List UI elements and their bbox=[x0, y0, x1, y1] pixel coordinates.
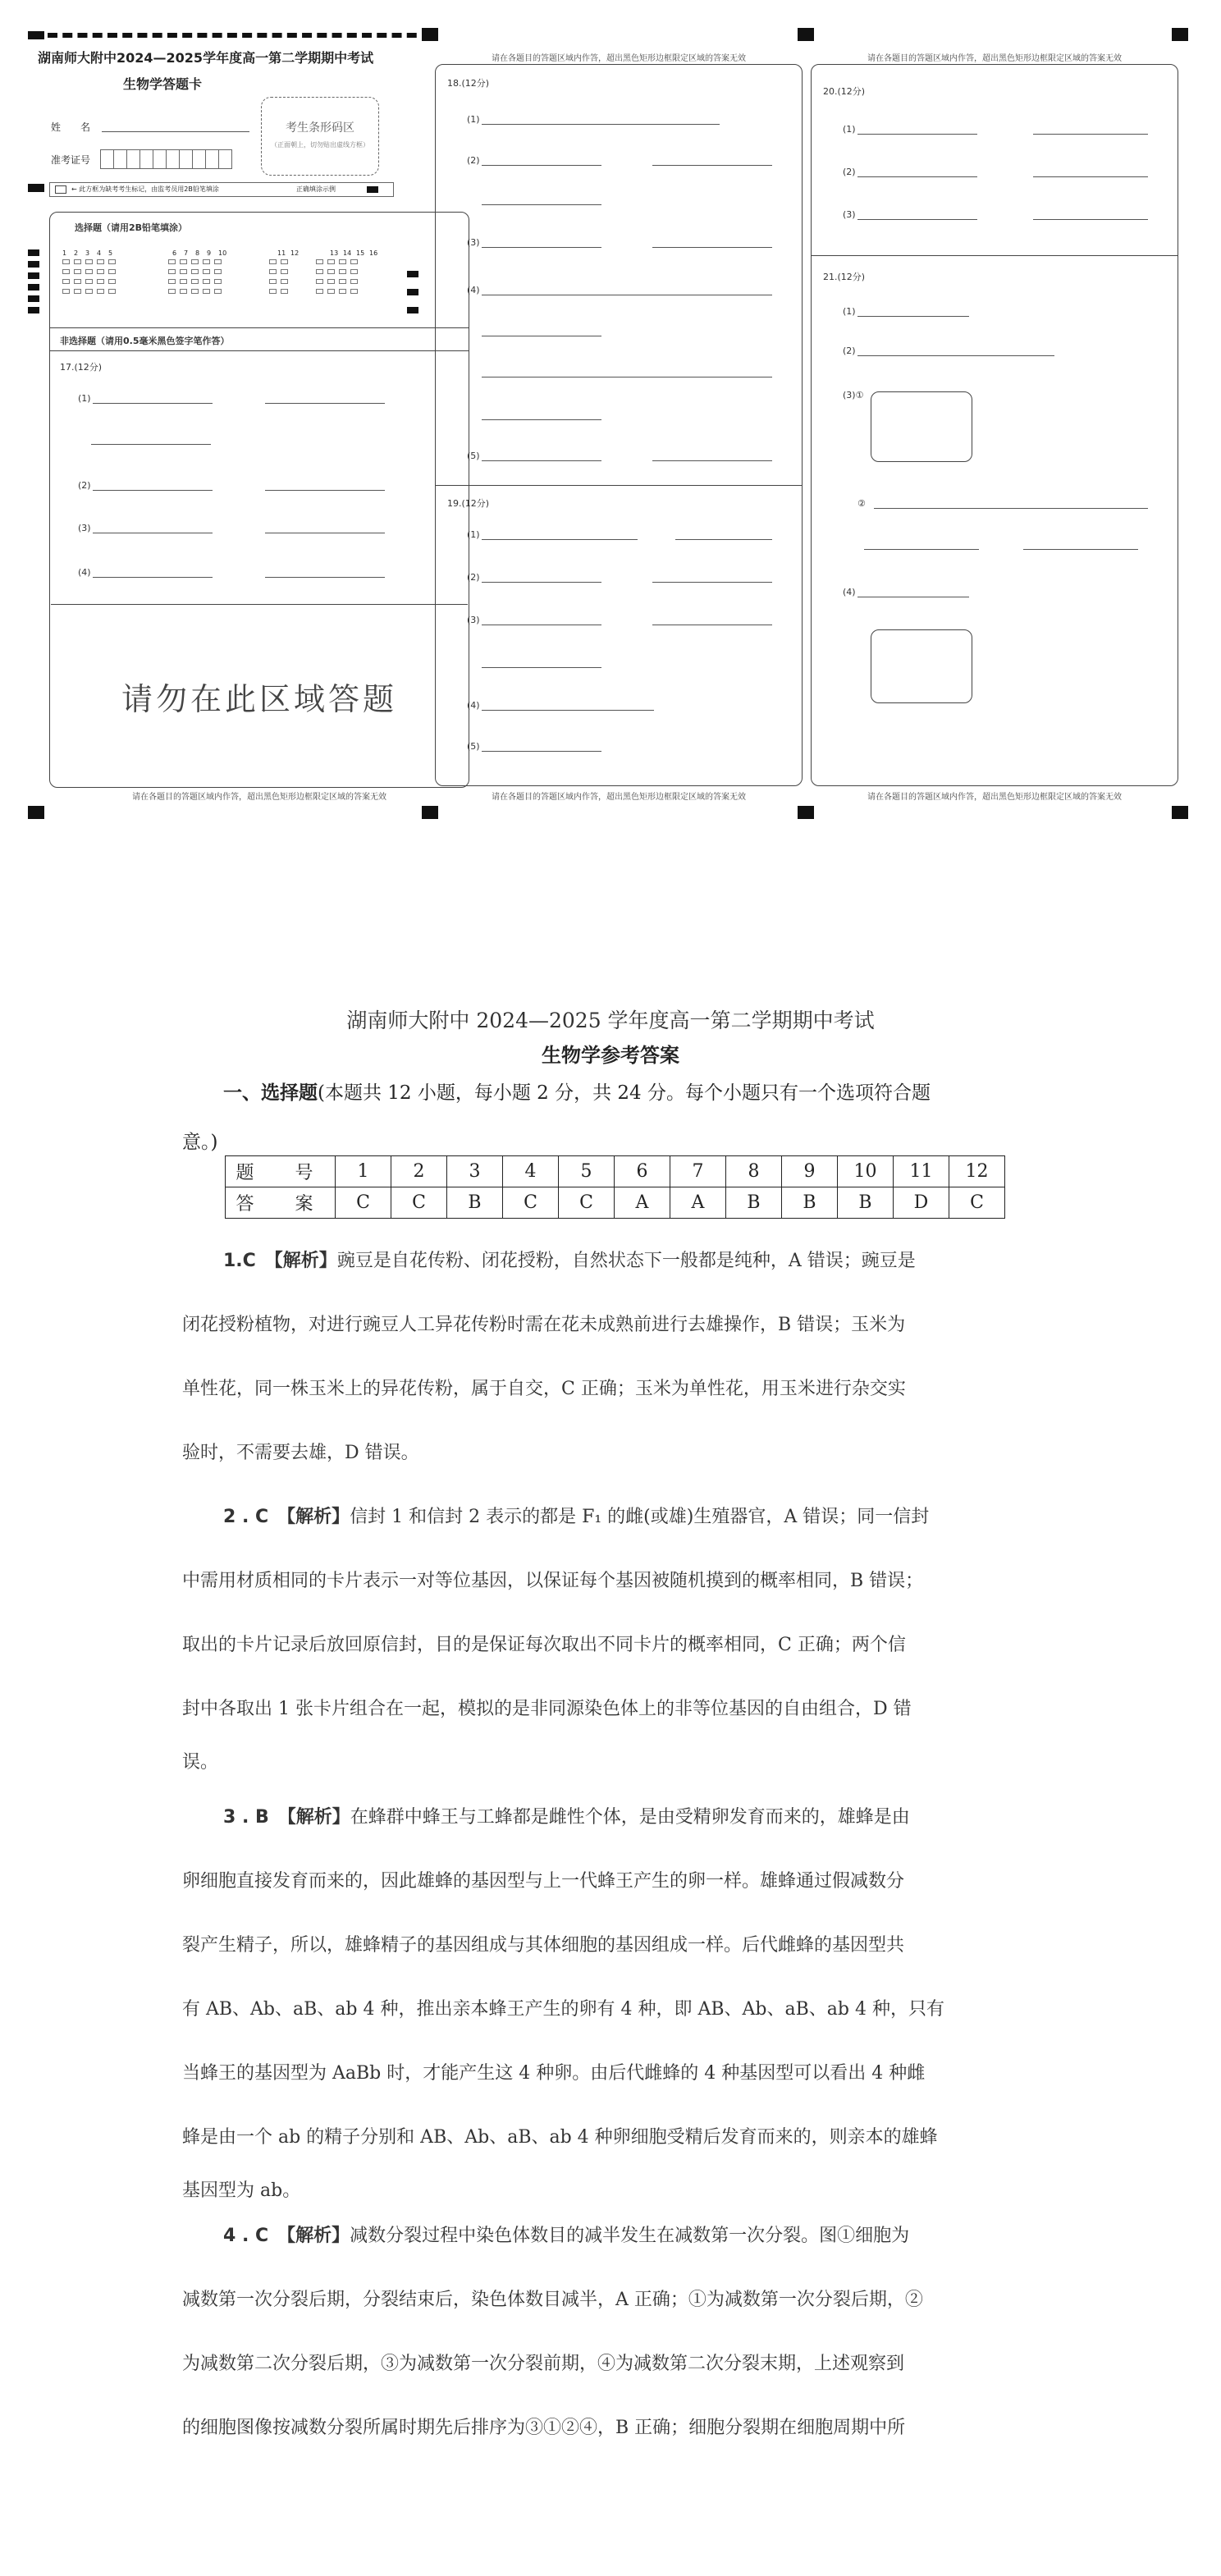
table-cell: B bbox=[726, 1187, 782, 1219]
table-cell: 3 bbox=[447, 1156, 503, 1187]
q18-sub2: (2) bbox=[467, 155, 480, 166]
registration-mark bbox=[28, 806, 44, 819]
timing-mark bbox=[28, 249, 39, 256]
name-field[interactable] bbox=[102, 131, 249, 132]
table-cell: B bbox=[782, 1187, 838, 1219]
explanation-line: 单性花，同一株玉米上的异花传粉，属于自交，C 正确；玉米为单性花，用玉米进行杂交实 bbox=[182, 1379, 906, 1399]
explanation-line bbox=[182, 1786, 1042, 1850]
boundary-note: 请在各题目的答题区域内作答，超出黑色矩形边框限定区域的答案无效 bbox=[492, 54, 746, 63]
absent-note: ← 此方框为缺考考生标记，由监考员用2B铅笔填涂 bbox=[71, 185, 219, 193]
explanation-text: 减数分裂过程中染色体数目的减半发生在减数第一次分裂。图①细胞为 bbox=[350, 2226, 910, 2246]
answer-line[interactable] bbox=[652, 247, 772, 248]
key-subtitle: 生物学参考答案 bbox=[542, 1043, 679, 1067]
table-cell: A bbox=[670, 1187, 726, 1219]
answer-line[interactable] bbox=[1033, 176, 1148, 177]
boundary-note: 请在各题目的答题区域内作答，超出黑色矩形边框限定区域的答案无效 bbox=[492, 793, 746, 802]
timing-mark bbox=[28, 307, 39, 313]
mc-number: 6 bbox=[172, 249, 177, 257]
table-cell: C bbox=[503, 1187, 559, 1219]
q19-sub4: (4) bbox=[467, 700, 480, 711]
q17-sub1: (1) bbox=[78, 393, 91, 404]
answer-line[interactable] bbox=[1023, 549, 1138, 550]
answer-line[interactable] bbox=[1033, 134, 1148, 135]
registration-mark bbox=[28, 31, 44, 39]
answer-line[interactable] bbox=[864, 549, 979, 550]
section-divider bbox=[812, 255, 1178, 256]
q17-sub3: (3) bbox=[78, 523, 91, 533]
mc-number: 10 bbox=[218, 249, 227, 257]
answer-line[interactable] bbox=[482, 204, 601, 205]
explanation-1 bbox=[182, 1229, 1042, 1485]
section1-desc-cont: 意。) bbox=[182, 1132, 218, 1153]
q19-sub1: (1) bbox=[467, 529, 480, 540]
explanation-line: 取出的卡片记录后放回原信封，目的是保证每次取出不同卡片的概率相同，C 正确；两个信 bbox=[182, 1635, 906, 1655]
table-cell: 2 bbox=[391, 1156, 447, 1187]
explanation-line: 为减数第二次分裂后期，③为减数第一次分裂前期，④为减数第二次分裂末期，上述观察到 bbox=[182, 2354, 905, 2374]
mc-bubble-row[interactable] bbox=[62, 269, 362, 274]
timing-mark bbox=[28, 272, 39, 279]
section-divider bbox=[436, 485, 802, 486]
registration-mark bbox=[48, 33, 432, 38]
table-cell: 11 bbox=[894, 1156, 949, 1187]
explanation-2 bbox=[182, 1485, 1042, 1784]
table-cell: C bbox=[391, 1187, 447, 1219]
mc-number: 7 bbox=[184, 249, 189, 257]
explanation-lead: 4 . C 【解析】 bbox=[223, 2226, 350, 2246]
answer-line[interactable] bbox=[652, 165, 772, 166]
explanation-3 bbox=[182, 1786, 1042, 2212]
boundary-note: 请在各题目的答题区域内作答，超出黑色矩形边框限定区域的答案无效 bbox=[867, 793, 1122, 802]
explanation-line: 封中各取出 1 张卡片组合在一起，模拟的是非同源染色体上的非等位基因的自由组合，D 错 bbox=[182, 1699, 912, 1719]
q21-sub1: (1) bbox=[843, 306, 856, 317]
q18-label: 18.(12分) bbox=[447, 78, 490, 89]
q18-sub4: (4) bbox=[467, 285, 480, 295]
mc-bubble-row[interactable] bbox=[62, 279, 362, 284]
table-cell: 9 bbox=[782, 1156, 838, 1187]
key-title: 湖南师大附中 2024—2025 学年度高一第二学期期中考试 bbox=[346, 1009, 875, 1032]
mc-number: 11 bbox=[277, 249, 286, 257]
answer-sheet bbox=[0, 0, 1221, 829]
table-row bbox=[226, 1156, 1005, 1187]
explanation-line: 有 AB、Ab、aB、ab 4 种，推出亲本蜂王产生的卵有 4 种，即 AB、Ab、aB、ab 4 种，只有 bbox=[182, 1999, 944, 2020]
table-cell: 4 bbox=[503, 1156, 559, 1187]
registration-mark bbox=[1172, 28, 1188, 41]
answer-line[interactable] bbox=[652, 582, 772, 583]
table-cell: 10 bbox=[838, 1156, 894, 1187]
q21-sub3-1: (3)① bbox=[843, 390, 864, 400]
registration-mark bbox=[422, 28, 438, 41]
table-cell: 12 bbox=[949, 1156, 1005, 1187]
nonmc-section-title: 非选择题（请用0.5毫米黑色签字笔作答） bbox=[60, 336, 230, 346]
table-header: 答 案 bbox=[226, 1187, 336, 1219]
table-header: 题 号 bbox=[226, 1156, 336, 1187]
answer-line[interactable] bbox=[482, 165, 601, 166]
q21-sub2: (2) bbox=[843, 345, 856, 356]
explanation-4 bbox=[182, 2204, 1042, 2460]
mc-number: 8 bbox=[195, 249, 200, 257]
q19-label: 19.(12分) bbox=[447, 498, 490, 509]
fill-example-label: 正确填涂示例 bbox=[296, 185, 336, 193]
table-cell: C bbox=[559, 1187, 615, 1219]
q21-sub3-2: ② bbox=[857, 498, 866, 509]
q19-sub2: (2) bbox=[467, 572, 480, 583]
answer-line[interactable] bbox=[857, 134, 977, 135]
explanation-line bbox=[182, 1485, 1042, 1549]
table-cell: A bbox=[615, 1187, 670, 1219]
answer-line[interactable] bbox=[1033, 219, 1148, 220]
explanation-line: 闭花授粉植物，对进行豌豆人工异花传粉时需在花未成熟前进行去雄操作，B 错误；玉米为 bbox=[182, 1315, 906, 1335]
registration-mark bbox=[1172, 806, 1188, 819]
mc-number: 5 bbox=[108, 249, 113, 257]
answer-line[interactable] bbox=[652, 460, 772, 461]
sheet-subtitle: 生物学答题卡 bbox=[123, 76, 203, 92]
answer-line[interactable] bbox=[857, 219, 977, 220]
q18-sub1: (1) bbox=[467, 114, 480, 125]
mc-bubble-row[interactable] bbox=[62, 259, 362, 264]
explanation-line: 验时，不需要去雄，D 错误。 bbox=[182, 1443, 419, 1463]
answer-line[interactable] bbox=[482, 419, 601, 420]
id-number-boxes[interactable] bbox=[100, 149, 231, 169]
answer-line[interactable] bbox=[482, 247, 601, 248]
table-cell: C bbox=[949, 1187, 1005, 1219]
q17-sub4: (4) bbox=[78, 567, 91, 578]
explanation-line: 基因型为 ab。 bbox=[182, 2180, 301, 2201]
timing-mark bbox=[28, 295, 39, 302]
answer-line[interactable] bbox=[265, 403, 385, 404]
table-cell: 8 bbox=[726, 1156, 782, 1187]
explanation-text: 在蜂群中蜂王与工蜂都是雌性个体，是由受精卵发育而来的，雄蜂是由 bbox=[350, 1807, 910, 1828]
q17-label: 17.(12分) bbox=[60, 362, 103, 373]
mc-number: 16 bbox=[369, 249, 378, 257]
answer-line[interactable] bbox=[482, 539, 638, 540]
table-cell: B bbox=[838, 1187, 894, 1219]
explanation-line: 的细胞图像按减数分裂所属时期先后排序为③①②④，B 正确；细胞分裂期在细胞周期中所 bbox=[182, 2418, 906, 2438]
section1-header bbox=[182, 1068, 1044, 1118]
sheet-title: 湖南师大附中2024—2025学年度高一第二学期期中考试 bbox=[38, 50, 374, 66]
explanation-line: 蜂是由一个 ab 的精子分别和 AB、Ab、aB、ab 4 种卵细胞受精后发育而来的，则亲本的雄蜂 bbox=[182, 2127, 938, 2148]
answer-line[interactable] bbox=[482, 460, 601, 461]
id-label: 准考证号 bbox=[51, 154, 91, 166]
section1-head: 一、选择题 bbox=[223, 1082, 318, 1104]
mc-section-title: 选择题（请用2B铅笔填涂） bbox=[75, 222, 188, 233]
table-cell: 1 bbox=[336, 1156, 391, 1187]
answer-line[interactable] bbox=[857, 316, 969, 317]
answer-line[interactable] bbox=[482, 582, 601, 583]
boundary-note: 请在各题目的答题区域内作答，超出黑色矩形边框限定区域的答案无效 bbox=[132, 793, 386, 802]
table-cell: 6 bbox=[615, 1156, 670, 1187]
boundary-note: 请在各题目的答题区域内作答，超出黑色矩形边框限定区域的答案无效 bbox=[867, 54, 1122, 63]
barcode-note: （正面朝上，切勿贴出虚线方框） bbox=[271, 141, 369, 149]
mc-number: 3 bbox=[85, 249, 90, 257]
q20-label: 20.(12分) bbox=[823, 86, 866, 97]
answer-line[interactable] bbox=[482, 751, 601, 752]
mc-number: 13 bbox=[330, 249, 339, 257]
answer-line[interactable] bbox=[93, 490, 213, 491]
q17-sub2: (2) bbox=[78, 480, 91, 491]
explanation-line: 裂产生精子，所以，雄蜂精子的基因组成与其体细胞的基因组成一样。后代雌蜂的基因型共 bbox=[182, 1935, 905, 1956]
q20-sub3: (3) bbox=[843, 209, 856, 220]
explanation-text: 豌豆是自花传粉、闭花授粉，自然状态下一般都是纯种，A 错误；豌豆是 bbox=[336, 1251, 916, 1271]
table-cell: 5 bbox=[559, 1156, 615, 1187]
mc-bubble-row[interactable] bbox=[62, 289, 362, 294]
table-cell: D bbox=[894, 1187, 949, 1219]
table-cell: C bbox=[336, 1187, 391, 1219]
answer-line[interactable] bbox=[482, 667, 601, 668]
q21-label: 21.(12分) bbox=[823, 272, 866, 282]
answer-line[interactable] bbox=[857, 355, 1054, 356]
q20-sub1: (1) bbox=[843, 124, 856, 135]
mc-number: 2 bbox=[74, 249, 79, 257]
no-answer-zone: 请勿在此区域答题 bbox=[51, 604, 468, 788]
column-3 bbox=[811, 64, 1178, 786]
answer-line[interactable] bbox=[93, 403, 213, 404]
mc-number: 12 bbox=[290, 249, 300, 257]
explanation-line: 中需用材质相同的卡片表示一对等位基因，以保证每个基因被随机摸到的概率相同，B 错误； bbox=[182, 1571, 924, 1591]
answer-line[interactable] bbox=[675, 539, 772, 540]
absent-checkbox[interactable] bbox=[55, 185, 66, 194]
answer-line[interactable] bbox=[857, 176, 977, 177]
barcode-title: 考生条形码区 bbox=[286, 121, 354, 135]
mc-number: 15 bbox=[356, 249, 365, 257]
mc-number: 14 bbox=[343, 249, 352, 257]
registration-mark bbox=[28, 184, 44, 192]
explanation-line: 卵细胞直接发育而来的，因此雄蜂的基因型与上一代蜂王产生的卵一样。雄蜂通过假减数分 bbox=[182, 1871, 905, 1892]
explanation-text: 信封 1 和信封 2 表示的都是 F₁ 的雌(或雄)生殖器官，A 错误；同一信封 bbox=[350, 1507, 930, 1527]
fill-example-mark bbox=[367, 186, 378, 193]
barcode-area bbox=[261, 97, 379, 176]
absent-mark-box[interactable] bbox=[49, 182, 394, 197]
answer-line[interactable] bbox=[482, 124, 720, 125]
table-cell: B bbox=[447, 1187, 503, 1219]
q18-sub5: (5) bbox=[467, 451, 480, 461]
q19-sub5: (5) bbox=[467, 741, 480, 752]
timing-mark bbox=[28, 261, 39, 268]
explanation-lead: 3 . B 【解析】 bbox=[223, 1807, 350, 1828]
registration-mark bbox=[798, 28, 814, 41]
explanation-lead: 1.C 【解析】 bbox=[223, 1251, 337, 1271]
table-cell: 7 bbox=[670, 1156, 726, 1187]
explanation-line: 误。 bbox=[182, 1752, 219, 1773]
explanation-line bbox=[182, 1229, 1042, 1293]
explanation-line: 当蜂王的基因型为 AaBb 时，才能产生这 4 种卵。由后代雌蜂的 4 种基因型可以看出 4 种雌 bbox=[182, 2063, 926, 2084]
answer-line[interactable] bbox=[874, 508, 1148, 509]
explanation-line: 减数第一次分裂后期，分裂结束后，染色体数目减半，A 正确；①为减数第一次分裂后期，② bbox=[182, 2290, 923, 2310]
answer-line[interactable] bbox=[91, 444, 211, 445]
answer-line[interactable] bbox=[265, 577, 385, 578]
drawing-box[interactable] bbox=[871, 391, 972, 462]
mc-number: 9 bbox=[207, 249, 212, 257]
column-2 bbox=[435, 64, 803, 786]
q21-sub4: (4) bbox=[843, 587, 856, 597]
section-divider bbox=[50, 350, 469, 351]
q20-sub2: (2) bbox=[843, 167, 856, 177]
name-label: 姓 名 bbox=[51, 121, 91, 133]
registration-mark bbox=[798, 806, 814, 819]
section1-desc: (本题共 12 小题，每小题 2 分，共 24 分。每个小题只有一个选项符合题 bbox=[318, 1082, 931, 1104]
explanation-lead: 2 . C 【解析】 bbox=[223, 1507, 350, 1527]
q19-sub3: (3) bbox=[467, 615, 480, 625]
mc-number: 1 bbox=[62, 249, 67, 257]
q18-sub3: (3) bbox=[467, 237, 480, 248]
answer-line[interactable] bbox=[265, 490, 385, 491]
section-divider bbox=[50, 327, 469, 328]
timing-mark bbox=[28, 284, 39, 291]
table-row bbox=[226, 1187, 1005, 1219]
registration-mark bbox=[422, 806, 438, 819]
answer-line[interactable] bbox=[482, 710, 654, 711]
mc-number: 4 bbox=[97, 249, 102, 257]
drawing-box[interactable] bbox=[871, 629, 972, 703]
answer-line[interactable] bbox=[93, 577, 213, 578]
explanation-line bbox=[182, 2204, 1042, 2268]
answer-table bbox=[225, 1155, 1005, 1219]
